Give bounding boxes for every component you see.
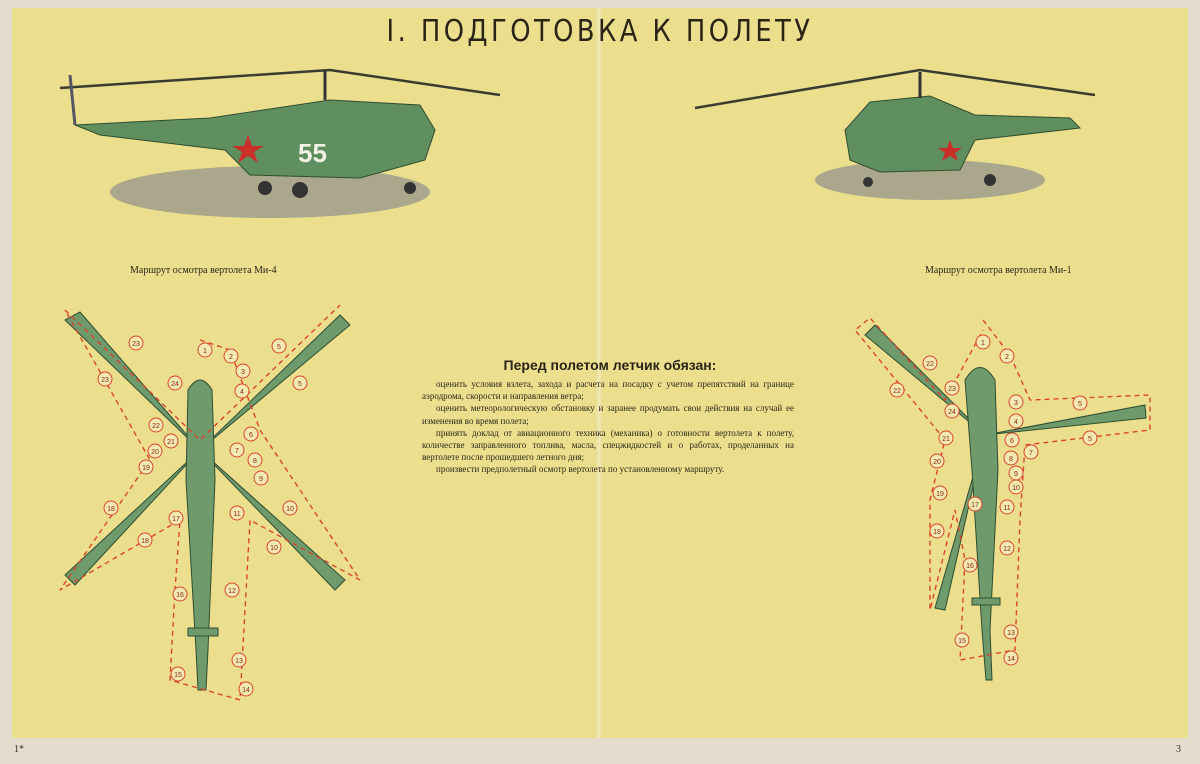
- route-point-label: 6: [1010, 438, 1014, 445]
- route-point-label: 13: [235, 658, 243, 665]
- caption-mi4: Маршрут осмотра вертолета Ми-4: [130, 265, 277, 276]
- route-point-label: 7: [235, 448, 239, 455]
- duty-paragraph: оценить метеорологическую обстановку и заранее продумать свои действия на случай ее изменения во время полета;: [422, 403, 794, 426]
- route-point-label: 4: [240, 389, 244, 396]
- route-point-label: 22: [152, 423, 160, 430]
- route-point-label: 6: [249, 432, 253, 439]
- route-point-label: 5: [277, 344, 281, 351]
- route-point-label: 19: [936, 491, 944, 498]
- mi1-side-illustration: [695, 70, 1095, 200]
- route-point-label: 9: [1014, 471, 1018, 478]
- route-point-label: 5: [1088, 436, 1092, 443]
- route-point-label: 3: [1014, 400, 1018, 407]
- duty-paragraph: оценить условия взлета, захода и расчета на посадку с учетом препятствий на границе аэродрома, скорости и направления ветра;: [422, 379, 794, 402]
- route-point-label: 20: [151, 449, 159, 456]
- route-point-label: 14: [1007, 656, 1015, 663]
- route-point-label: 15: [174, 672, 182, 679]
- duty-paragraph: произвести предполетный осмотр вертолета по установленному маршруту.: [436, 464, 725, 475]
- route-point-label: 9: [259, 476, 263, 483]
- route-point-label: 24: [948, 409, 956, 416]
- route-point-label: 13: [1007, 630, 1015, 637]
- route-point-label: 5: [1078, 401, 1082, 408]
- route-point-label: 18: [141, 538, 149, 545]
- route-point-label: 1: [981, 340, 985, 347]
- route-point-label: 16: [966, 563, 974, 570]
- page-title: I. ПОДГОТОВКА К ПОЛЕТУ: [386, 14, 814, 49]
- route-point-label: 16: [176, 592, 184, 599]
- route-point-label: 11: [233, 511, 241, 518]
- page-number-right: 3: [1176, 744, 1181, 755]
- route-point-label: 24: [171, 381, 179, 388]
- route-point-label: 22: [893, 388, 901, 395]
- route-point-label: 19: [142, 465, 150, 472]
- route-point-label: 2: [1005, 354, 1009, 361]
- route-point-label: 12: [1003, 546, 1011, 553]
- caption-mi1: Маршрут осмотра вертолета Ми-1: [925, 265, 1072, 276]
- mi4-side-illustration: [60, 70, 500, 218]
- route-point-label: 4: [1014, 419, 1018, 426]
- section-heading: Перед полетом летчик обязан:: [503, 357, 717, 373]
- route-point-label: 23: [948, 386, 956, 393]
- route-point-label: 18: [933, 529, 941, 536]
- route-point-label: 21: [167, 439, 175, 446]
- route-point-label: 17: [172, 516, 180, 523]
- route-point-label: 17: [971, 502, 979, 509]
- duties-text: [422, 378, 794, 476]
- duty-paragraph: принять доклад от авиационного техника (механика) о готовности вертолета к полету, количестве заправленного топлива, масла, спецжидкостей и о работах, проделанных на вертолете после прошедшего летного дня;: [422, 427, 794, 463]
- route-point-label: 18: [107, 506, 115, 513]
- route-point-label: 8: [253, 458, 257, 465]
- route-point-label: 12: [228, 588, 236, 595]
- mi4-top-diagram: [60, 305, 360, 700]
- route-point-label: 14: [242, 687, 250, 694]
- route-point-label: 7: [1029, 450, 1033, 457]
- route-point-label: 11: [1003, 505, 1011, 512]
- route-point-label: 2: [229, 354, 233, 361]
- route-point-label: 10: [270, 545, 278, 552]
- route-point-label: 3: [241, 369, 245, 376]
- route-point-label: 20: [933, 459, 941, 466]
- route-point-label: 23: [101, 377, 109, 384]
- route-point-label: 10: [286, 506, 294, 513]
- route-point-label: 10: [1012, 485, 1020, 492]
- route-point-label: 8: [1009, 456, 1013, 463]
- route-point-label: 23: [132, 341, 140, 348]
- route-point-label: 1: [203, 348, 207, 355]
- mi1-top-diagram: [855, 318, 1150, 680]
- page-number-left: 1*: [14, 744, 24, 755]
- route-point-label: 15: [958, 638, 966, 645]
- route-point-label: 5: [298, 381, 302, 388]
- route-point-label: 21: [942, 436, 950, 443]
- mi4-side-number: 55: [298, 138, 327, 168]
- route-point-label: 22: [926, 361, 934, 368]
